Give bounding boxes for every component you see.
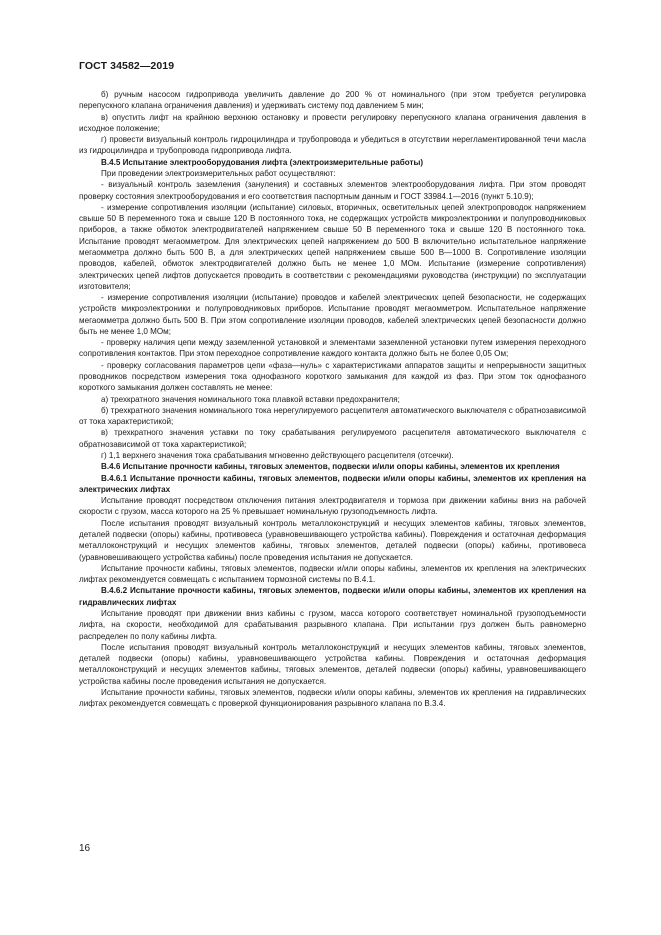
paragraph: б) трехкратного значения номинального тока нерегулируемого расцепителя автоматического выключателя с обратнозависимой от тока характеристикой; bbox=[79, 405, 586, 427]
section-heading: В.4.5 Испытание электрооборудования лифта (электроизмерительные работы) bbox=[101, 157, 424, 167]
paragraph: - измерение сопротивления изоляции (испытание) силовых, вторичных, осветительных цепей электропроводок напряжением свыше 50 В переменного тока и свыше 120 В постоянного тока, не содержащих устройств микроэлектроники и полупроводниковых приборов, а также обмоток электродвигателей напряжением свыше 50 В переменного тока и свыше 120 В постоянного тока. Испытание проводят мегаомметром. Для электрических цепей напряжением до 500 В включительно испытательное напряжение мегаомметра должно быть 500 В, а для электрических цепей напряжением свыше 500 В—1000 В. Сопротивление изоляции проводов, кабелей, обмоток электродвигателей должно быть не менее 1,0 МОм. Испытание (измерение сопротивления) электрических цепей лифтов допускается проводить в соответствии с рекомендациями руководства (инструкции) по эксплуатации изготовителя; bbox=[79, 202, 586, 291]
paragraph: - визуальный контроль заземления (зануления) и составных элементов электрооборудования лифта. При этом проводят проверку состояния электрооборудования и его соответствия паспортным данным и ГОСТ 33984.1—2016 (пункт 5.10.9); bbox=[79, 180, 586, 201]
subsection-heading: В.4.6.2 Испытание прочности кабины, тяговых элементов, подвески и/или опоры кабины, элементов их крепления на гидравлических лифтах bbox=[79, 586, 586, 607]
paragraph: - проверку наличия цепи между заземленной установкой и элементами заземленной установки путем измерения переходного сопротивления контактов. При этом переходное сопротивление каждого контакта должно быть не более 0,05 Ом; bbox=[79, 338, 586, 359]
paragraph: После испытания проводят визуальный контроль металлоконструкций и несущих элементов кабины, тяговых элементов, деталей подвески (опоры) кабины, уравновешивающего устройства кабины. Повреждения и остаточная деформация металлоконструкций и несущих элементов кабины, тяговых элементов, деталей подвески (опоры) кабины, уравновешивающего устройства кабины после проведения испытания не допускается. bbox=[79, 642, 586, 686]
paragraph: б) ручным насосом гидропривода увеличить давление до 200 % от номинального (при этом требуется регулировка перепускного клапана ограничения давления) и удерживать систему под давлением 5 мин; bbox=[79, 90, 586, 111]
paragraph: Испытание прочности кабины, тяговых элементов, подвески и/или опоры кабины, элементов их крепления на гидравлических лифтах рекомендуется совмещать с проверкой функционирования разрывного клапана по В.3.4. bbox=[79, 687, 586, 709]
paragraph: Испытание проводят посредством отключения питания электродвигателя и тормоза при движении кабины вниз на рабочей скорости с грузом, масса которого на 25 % превышает номинальную грузоподъемность лифта. bbox=[79, 496, 586, 517]
paragraph: При проведении электроизмерительных работ осуществляют: bbox=[101, 168, 336, 178]
subsection-heading: В.4.6.1 Испытание прочности кабины, тяговых элементов, подвески и/или опоры кабины, элементов их крепления на электрических лифтах bbox=[79, 473, 586, 494]
section-heading: В.4.6 Испытание прочности кабины, тяговых элементов, подвески и/или опоры кабины, элементов их крепления bbox=[101, 462, 560, 472]
paragraph: Испытание прочности кабины, тяговых элементов, подвески и/или опоры кабины, элементов их крепления на электрических лифтах рекомендуется совмещать с испытанием тормозной системы по В.4.1. bbox=[79, 563, 586, 585]
paragraph: - измерение сопротивления изоляции (испытание) проводов и кабелей электрических цепей безопасности, не содержащих устройств микроэлектроники и полупроводниковых приборов. Испытание проводят мегаомметром. Испытательное напряжение мегаомметра должно быть 500 В. При этом сопротивление изоляции проводов, кабелей электрических цепей безопасности должно быть не менее 1,0 МОм; bbox=[79, 293, 586, 336]
page-number: 16 bbox=[79, 843, 91, 854]
paragraph: - проверку согласования параметров цепи «фаза—нуль» с характеристиками аппаратов защиты и непрерывности защитных проводников посредством измерения тока однофазного короткого замыкания для каждой из фаз. При этом ток однофазного короткого замыкания должен составлять не менее: bbox=[79, 360, 586, 393]
paragraph: г) 1,1 верхнего значения тока срабатывания мгновенно действующего расцепителя (отсечки). bbox=[101, 451, 454, 460]
paragraph: г) провести визуальный контроль гидроцилиндра и трубопровода и убедиться в отсутствии нерегламентированной течи масла из гидроцилиндра и трубопровода гидропривода лифта. bbox=[79, 135, 586, 156]
paragraph: После испытания проводят визуальный контроль металлоконструкций и несущих элементов кабины, тяговых элементов, деталей подвески (опоры) кабины, противовеса (уравновешивающего устройства кабины). Повреждения и остаточная деформация металлоконструкций и несущих элементов кабины, тяговых элементов, деталей подвески (опоры) кабины, противовеса (уравновешивающего устройства кабины) после проведения испытания не допускается. bbox=[79, 518, 586, 562]
document-header: ГОСТ 34582—2019 bbox=[79, 60, 175, 72]
paragraph: в) трехкратного значения уставки по току срабатывания регулируемого расцепителя автоматического выключателя с обратнозависимой от тока характеристикой; bbox=[79, 428, 586, 449]
paragraph: Испытание проводят при движении вниз кабины с грузом, масса которого соответствует номинальной грузоподъемности лифта, на скорости, необходимой для срабатывания разрывного клапана. При испытании груз должен быть равномерно распределен по полу кабины лифта. bbox=[79, 608, 586, 641]
paragraph: а) трехкратного значения номинального тока плавкой вставки предохранителя; bbox=[101, 394, 400, 404]
paragraph: в) опустить лифт на крайнюю верхнюю остановку и провести регулировку перепускного клапана ограничения давления в исходное положение; bbox=[79, 112, 586, 133]
page-body bbox=[79, 89, 586, 709]
